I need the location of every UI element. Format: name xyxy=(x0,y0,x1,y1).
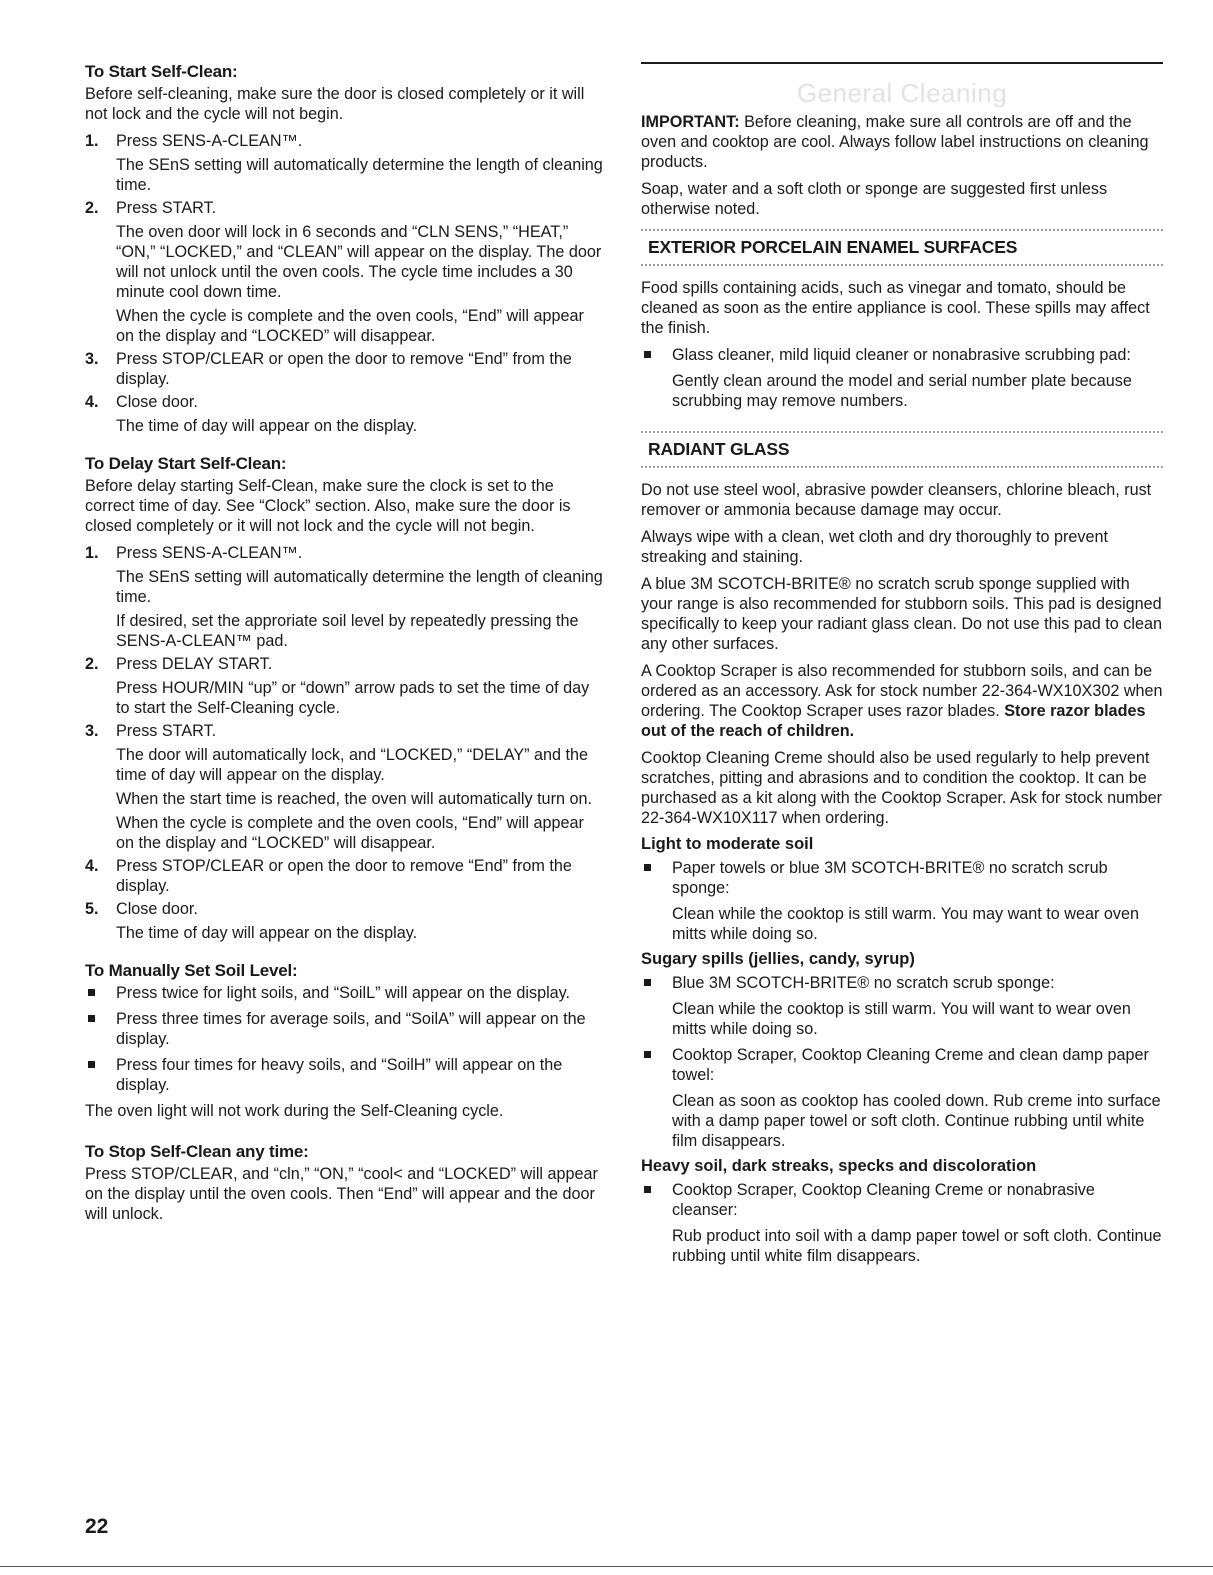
bullet-square-icon xyxy=(644,1186,651,1193)
start-self-clean-steps xyxy=(85,131,605,436)
dotted-rule xyxy=(641,466,1163,468)
step-detail: If desired, set the approriate soil level by repeatedly pressing the SENS-A-CLEAN™ pad. xyxy=(116,612,579,650)
radiant-p5: Cooktop Cleaning Creme should also be used regularly to help prevent scratches, pitting and abrasions and to condition the cooktop. It can be purchased as a kit along with the Cooktop Scraper. Ask for stock number 22-364-WX10X117 when ordering. xyxy=(641,749,1162,827)
heavy-soil-bullet xyxy=(641,1180,1163,1266)
bullet-text: Press three times for average soils, and “SoilA” will appear on the display. xyxy=(116,1010,586,1048)
page-number: 22 xyxy=(85,1515,109,1538)
step-detail: Press HOUR/MIN “up” or “down” arrow pads to set the time of day to start the Self-Cleaning cycle. xyxy=(116,679,590,717)
start-self-clean-intro: Before self-cleaning, make sure the door is closed completely or it will not lock and the cycle will not begin. xyxy=(85,85,585,123)
exterior-banner xyxy=(641,229,1163,266)
bullet-text: Blue 3M SCOTCH-BRITE® no scratch scrub sponge: xyxy=(672,974,1055,992)
bullet-text: Cooktop Scraper, Cooktop Cleaning Creme or nonabrasive cleanser: xyxy=(672,1181,1095,1219)
step-number: 1. xyxy=(85,132,99,150)
light-soil-bullet xyxy=(641,858,1163,944)
step-text: Press SENS-A-CLEAN™. xyxy=(116,544,303,562)
step-text: Close door. xyxy=(116,900,198,918)
soap-paragraph: Soap, water and a soft cloth or sponge are suggested first unless otherwise noted. xyxy=(641,180,1108,218)
important-text: Before cleaning, make sure all controls are off and the oven and cooktop are cool. Always follow label instructions on cleaning products. xyxy=(641,113,1149,171)
radiant-p4 xyxy=(641,661,1163,741)
step-detail: The door will automatically lock, and “LOCKED,” “DELAY” and the time of day will appear on the display. xyxy=(116,746,589,784)
step-number: 4. xyxy=(85,393,99,411)
step-text: Press STOP/CLEAR or open the door to remove “End” from the display. xyxy=(116,857,572,895)
bullet-text: Cooktop Scraper, Cooktop Cleaning Creme and clean damp paper towel: xyxy=(672,1046,1149,1084)
delay-self-clean-steps xyxy=(85,543,605,943)
left-column xyxy=(85,62,605,1231)
step-detail: When the start time is reached, the oven will automatically turn on. xyxy=(116,790,592,808)
soil-level-bullet xyxy=(85,983,605,1003)
section-title: General Cleaning xyxy=(796,78,1008,108)
step-detail: The SEnS setting will automatically determine the length of cleaning time. xyxy=(116,156,603,194)
bullet-subtext: Clean while the cooktop is still warm. You may want to wear oven mitts while doing so. xyxy=(672,905,1139,943)
step-item xyxy=(85,198,605,346)
step-text: Press STOP/CLEAR or open the door to remove “End” from the display. xyxy=(116,350,572,388)
step-item xyxy=(85,349,605,389)
step-text: Press START. xyxy=(116,199,217,217)
exterior-intro: Food spills containing acids, such as vinegar and tomato, should be cleaned as soon as the entire appliance is cool. These spills may affect the finish. xyxy=(641,279,1150,337)
bullet-subtext: Rub product into soil with a damp paper towel or soft cloth. Continue rubbing until white film disappears. xyxy=(672,1227,1162,1265)
bottom-rule xyxy=(0,1566,1213,1567)
step-item xyxy=(85,392,605,436)
radiant-p3: A blue 3M SCOTCH-BRITE® no scratch scrub sponge supplied with your range is also recommended for stubborn soils. This pad is designed specifically to keep your radiant glass clean. Do not use this pad to clean any other surfaces. xyxy=(641,575,1162,653)
delay-self-clean-intro: Before delay starting Self-Clean, make sure the clock is set to the correct time of day. See “Clock” section. Also, make sure the door is closed completely or it will not lock and the cycle will not begin. xyxy=(85,477,571,535)
step-detail: The oven door will lock in 6 seconds and “CLN SENS,” “HEAT,” “ON,” “LOCKED,” and “CLEAN” will appear on the display. The door will not unlock until the oven cools. The cycle time includes a 30 minute cool down time. xyxy=(116,223,602,301)
bullet-text: Glass cleaner, mild liquid cleaner or nonabrasive scrubbing pad: xyxy=(672,346,1131,364)
light-soil-heading: Light to moderate soil xyxy=(641,835,814,853)
delay-self-clean-section xyxy=(85,454,605,943)
bullet-square-icon xyxy=(88,1015,95,1022)
top-rule xyxy=(641,62,1163,64)
step-item xyxy=(85,721,605,853)
exterior-bullet xyxy=(641,345,1163,411)
bullet-square-icon xyxy=(644,1051,651,1058)
step-text: Close door. xyxy=(116,393,198,411)
radiant-heading: RADIANT GLASS xyxy=(648,439,790,459)
step-item xyxy=(85,654,605,718)
step-detail: The SEnS setting will automatically determine the length of cleaning time. xyxy=(116,568,603,606)
sugary-bullet-2 xyxy=(641,1045,1163,1151)
radiant-p1: Do not use steel wool, abrasive powder cleansers, chlorine bleach, rust remover or ammonia because damage may occur. xyxy=(641,481,1152,519)
bullet-square-icon xyxy=(88,989,95,996)
step-number: 2. xyxy=(85,199,99,217)
step-item xyxy=(85,856,605,896)
step-text: Press SENS-A-CLEAN™. xyxy=(116,132,303,150)
important-paragraph xyxy=(641,112,1163,172)
bullet-subtext: Gently clean around the model and serial number plate because scrubbing may remove numbers. xyxy=(672,372,1132,410)
bullet-square-icon xyxy=(644,979,651,986)
stop-self-clean-heading: To Stop Self-Clean any time: xyxy=(85,1142,309,1161)
step-number: 3. xyxy=(85,722,99,740)
sugary-bullet-1 xyxy=(641,973,1163,1039)
important-label: IMPORTANT: xyxy=(641,113,740,131)
heavy-soil-heading: Heavy soil, dark streaks, specks and discoloration xyxy=(641,1157,1037,1175)
step-text: Press DELAY START. xyxy=(116,655,273,673)
bullet-square-icon xyxy=(644,864,651,871)
step-number: 1. xyxy=(85,544,99,562)
step-number: 4. xyxy=(85,857,99,875)
dotted-rule xyxy=(641,264,1163,266)
soil-level-note: The oven light will not work during the Self-Cleaning cycle. xyxy=(85,1102,504,1120)
soil-level-bullet xyxy=(85,1009,605,1049)
delay-self-clean-heading: To Delay Start Self-Clean: xyxy=(85,454,287,473)
bullet-square-icon xyxy=(644,351,651,358)
bullet-square-icon xyxy=(88,1061,95,1068)
radiant-banner xyxy=(641,431,1163,468)
soil-level-heading: To Manually Set Soil Level: xyxy=(85,961,298,980)
step-item xyxy=(85,543,605,651)
sugary-spills-heading: Sugary spills (jellies, candy, syrup) xyxy=(641,950,915,968)
bullet-subtext: Clean as soon as cooktop has cooled down. Rub creme into surface with a damp paper towel or soft cloth. Continue rubbing until white film disappears. xyxy=(672,1092,1161,1150)
soil-level-section xyxy=(85,961,605,1121)
razor-warning: Store razor blades out of the reach of children. xyxy=(641,702,1146,740)
start-self-clean-section xyxy=(85,62,605,436)
step-text: Press START. xyxy=(116,722,217,740)
exterior-heading: EXTERIOR PORCELAIN ENAMEL SURFACES xyxy=(648,237,1018,257)
step-detail: The time of day will appear on the display. xyxy=(116,417,418,435)
soil-level-bullet xyxy=(85,1055,605,1095)
step-detail: When the cycle is complete and the oven cools, “End” will appear on the display and “LOCKED” will disappear. xyxy=(116,814,584,852)
step-item xyxy=(85,899,605,943)
soil-level-bullets xyxy=(85,983,605,1095)
step-number: 5. xyxy=(85,900,99,918)
stop-self-clean-section xyxy=(85,1142,605,1224)
bullet-text: Paper towels or blue 3M SCOTCH-BRITE® no scratch scrub sponge: xyxy=(672,859,1108,897)
right-column xyxy=(641,62,1163,1272)
bullet-subtext: Clean while the cooktop is still warm. You will want to wear oven mitts while doing so. xyxy=(672,1000,1131,1038)
step-detail: The time of day will appear on the display. xyxy=(116,924,418,942)
step-detail: When the cycle is complete and the oven cools, “End” will appear on the display and “LOCKED” will disappear. xyxy=(116,307,584,345)
step-number: 2. xyxy=(85,655,99,673)
start-self-clean-heading: To Start Self-Clean: xyxy=(85,62,238,81)
radiant-p4-text: A Cooktop Scraper is also recommended for stubborn soils, and can be ordered as an accessory. Ask for stock number 22-364-WX10X302 when ordering. The Cooktop Scraper uses razor blades. xyxy=(641,662,1163,720)
bullet-text: Press four times for heavy soils, and “SoilH” will appear on the display. xyxy=(116,1056,563,1094)
bullet-text: Press twice for light soils, and “SoilL” will appear on the display. xyxy=(116,984,571,1002)
step-item xyxy=(85,131,605,195)
radiant-p2: Always wipe with a clean, wet cloth and dry thoroughly to prevent streaking and staining. xyxy=(641,528,1108,566)
step-number: 3. xyxy=(85,350,99,368)
stop-self-clean-text: Press STOP/CLEAR, and “cln,” “ON,” “cool< and “LOCKED” will appear on the display until the oven cools. Then “End” will appear and the door will unlock. xyxy=(85,1165,598,1223)
